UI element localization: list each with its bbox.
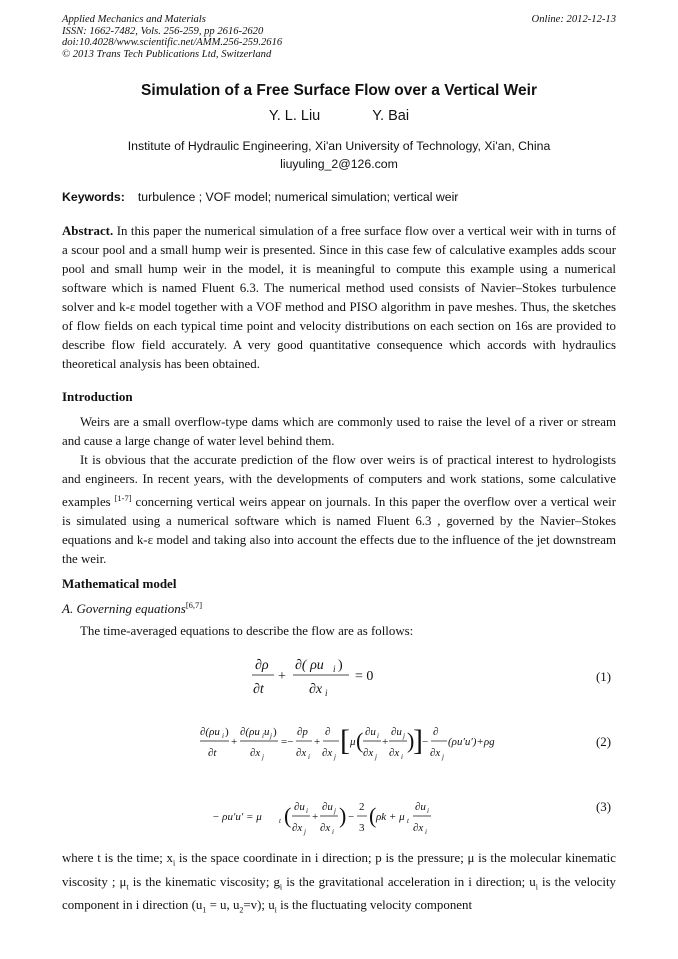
equation-number: (1): [596, 670, 612, 684]
svg-text:(ρu′u′)+ρg: (ρu′u′)+ρg: [448, 736, 495, 748]
svg-text:j: j: [270, 732, 272, 740]
citation: [1-7]: [114, 493, 132, 503]
svg-text:∂u: ∂u: [415, 801, 426, 813]
svg-text:∂p: ∂p: [297, 726, 308, 738]
svg-text:j: j: [403, 732, 405, 740]
equation-number: (3): [596, 800, 612, 814]
svg-text:2: 2: [359, 801, 365, 813]
svg-text:i: i: [325, 688, 328, 698]
svg-text:i: i: [222, 732, 224, 740]
equation-3: [212, 795, 442, 841]
svg-text:i: i: [401, 753, 403, 761]
svg-text:i: i: [306, 807, 308, 815]
svg-text:∂t: ∂t: [253, 682, 264, 697]
equation-1: [230, 654, 390, 700]
svg-text:∂u: ∂u: [322, 801, 333, 813]
definition-text: is the kinematic viscosity; g: [128, 874, 280, 889]
definition-text: = u, u: [206, 898, 240, 913]
svg-text:j: j: [442, 753, 444, 761]
svg-text:): ): [273, 726, 277, 738]
introduction-paragraph-1: Weirs are a small overflow-type dams which are commonly used to raise the level of a river or stream and cause a large change of water level behind them.: [62, 415, 616, 448]
svg-text:= 0: = 0: [355, 669, 374, 684]
paper-title: Simulation of a Free Surface Flow over a Vertical Weir: [141, 82, 537, 99]
svg-text:∂(ρu: ∂(ρu: [200, 726, 220, 738]
definition-text: is the fluctuating velocity component: [280, 898, 473, 913]
svg-text:): ): [338, 658, 343, 673]
svg-text:∂x: ∂x: [363, 747, 374, 759]
svg-text:i: i: [308, 753, 310, 761]
svg-text:∂u: ∂u: [294, 801, 305, 813]
svg-text:−: −: [422, 736, 429, 748]
author-list: [0, 108, 678, 124]
svg-text:): ): [225, 726, 229, 738]
svg-text:∂t: ∂t: [208, 747, 217, 759]
svg-text:∂( ρu: ∂( ρu: [295, 658, 324, 673]
introduction-body: [62, 413, 616, 569]
svg-text:i: i: [333, 664, 336, 674]
svg-text:−: −: [348, 811, 355, 823]
svg-text:j: j: [304, 828, 306, 836]
svg-text:∂x: ∂x: [292, 822, 303, 834]
svg-text:j: j: [262, 753, 264, 761]
variable-definitions: where t is the time; $x_i$ is the space coordinate in i direction; p is the pressure; μ is the molecular kinematic viscosity ; $\mu_t$ is the kinematic viscosity; $g_i$ is the gravitational acceleration in i direction; $u_i$ is the velocity component in i direction ($u_1 = u$, $u_2=v$); $u_i$ is the fluctuating velocity component: [62, 851, 616, 915]
svg-text:(: (: [369, 803, 377, 828]
svg-text:j: j: [375, 753, 377, 761]
svg-text:ρk + μ: ρk + μ: [376, 811, 405, 823]
definition-text: is the velocity component in i direction (u: [62, 874, 616, 913]
svg-text:∂u: ∂u: [365, 726, 376, 738]
svg-text:i: i: [332, 828, 334, 836]
svg-text:i: i: [425, 828, 427, 836]
svg-text:j: j: [334, 753, 336, 761]
svg-text:i: i: [262, 732, 264, 740]
svg-text:∂x: ∂x: [322, 747, 333, 759]
online-date: Online: 2012-12-13: [531, 14, 616, 25]
svg-text:i: i: [377, 732, 379, 740]
abstract-text: In this paper the numerical simulation of a free surface flow over a vertical weir with in turns of a scour pool and a small hump weir is presented. Since in this case few of calculative examples adds scour pool and small hump weir in the model, it is meaningful to compute this example using a numerical software which is named Fluent 6.3. The numerical method used consists of Navier–Stokes turbulence solver and k-ε model together with a VOF method and PISO algorithm in pave meshes. Thus, the sketches of flow fields on each typical time point and velocity distributions on each section on 16s are provided to describe flow field accurately. A very good quantitative consequence which accords with hydraulics theoretical analysis has been obtained.: [62, 224, 616, 371]
affiliation: Institute of Hydraulic Engineering, Xi'an University of Technology, Xi'an, China: [127, 139, 551, 153]
svg-text:[: [: [340, 724, 350, 757]
abstract-label: Abstract.: [62, 224, 114, 238]
svg-text:∂x: ∂x: [309, 682, 323, 697]
svg-text:∂x: ∂x: [250, 747, 261, 759]
equation-2: [198, 720, 495, 766]
definition-text: =v); u: [243, 898, 275, 913]
introduction-heading: Introduction: [62, 389, 133, 404]
author-name: Y. Bai: [372, 108, 410, 124]
svg-text:+: +: [278, 669, 286, 684]
journal-copyright: © 2013 Trans Tech Publications Ltd, Switzerland: [62, 48, 272, 60]
model-heading: Mathematical model: [62, 576, 177, 591]
introduction-paragraph-2: [62, 451, 616, 569]
svg-text:− ρu′u′ = μ: − ρu′u′ = μ: [212, 811, 262, 823]
definition-text: is the gravitational acceleration in i direction;: [282, 874, 526, 889]
svg-text:∂: ∂: [325, 726, 331, 738]
keywords: [62, 190, 458, 204]
journal-header: [62, 14, 616, 60]
governing-equations-heading: [62, 600, 202, 617]
keywords-text: turbulence ; VOF model; numerical simulation; vertical weir: [137, 190, 459, 204]
definition-text: is the space coordinate in i direction; p is the pressure; μ is the molecular kinematic viscosity ; μ: [62, 851, 616, 889]
subheading-text: A. Governing equations: [62, 601, 186, 616]
svg-text:]: ]: [413, 724, 423, 757]
svg-text:+: +: [231, 736, 238, 748]
definition-text: u: [529, 874, 536, 889]
equation-number: (2): [596, 735, 612, 749]
journal-doi: doi:10.4028/www.scientific.net/AMM.256-259.2616: [62, 37, 283, 48]
svg-text:μ: μ: [350, 736, 356, 748]
svg-text:): ): [407, 728, 415, 753]
svg-text:(: (: [356, 728, 364, 753]
svg-text:+: +: [382, 736, 389, 748]
svg-text:=−: =−: [281, 736, 294, 748]
journal-issn: ISSN: 1662-7482, Vols. 256-259, pp 2616-2620: [62, 25, 264, 37]
definition-text: where t is the time; x: [62, 851, 173, 865]
svg-text:∂u: ∂u: [391, 726, 402, 738]
svg-text:+: +: [312, 811, 319, 823]
citation: [6,7]: [185, 600, 203, 610]
svg-text:(: (: [284, 803, 292, 828]
svg-text:∂ρ: ∂ρ: [255, 658, 269, 673]
svg-text:∂x: ∂x: [430, 747, 441, 759]
svg-text:+: +: [314, 736, 321, 748]
svg-text:3: 3: [359, 822, 365, 834]
svg-text:∂: ∂: [433, 726, 439, 738]
keywords-label: Keywords:: [62, 190, 125, 204]
introduction-text: It is obvious that the accurate prediction of the flow over weirs is of practical interest to hydrologists and engineers. In recent years, with the developments of computers and work stations, some calculative examples: [62, 453, 616, 509]
svg-text:∂x: ∂x: [389, 747, 400, 759]
svg-text:∂x: ∂x: [320, 822, 331, 834]
svg-text:∂x: ∂x: [296, 747, 307, 759]
svg-text:): ): [339, 803, 347, 828]
equations-intro-text: The time-averaged equations to describe the flow are as follows:: [80, 624, 414, 638]
svg-text:i: i: [427, 807, 429, 815]
svg-text:j: j: [334, 807, 336, 815]
author-email: liuyuling_2@126.com: [280, 157, 398, 171]
affiliation-block: [0, 137, 678, 173]
svg-text:∂x: ∂x: [413, 822, 424, 834]
svg-text:∂(ρu: ∂(ρu: [240, 726, 260, 738]
svg-text:t: t: [407, 817, 409, 825]
svg-text:t: t: [279, 817, 281, 825]
journal-name: Applied Mechanics and Materials: [62, 14, 206, 25]
author-name: Y. L. Liu: [268, 108, 321, 124]
introduction-text: concerning vertical weirs appear on journals. In this paper the overflow over a vertical weir is simulated using a numerical software which is named Fluent 6.3 , governed by the Navier–Stokes equations and k-ε model and taking also into account the effects due to the influence of the jet downstream the weir.: [62, 495, 617, 566]
equations-intro: [62, 622, 616, 641]
svg-text:u: u: [264, 726, 270, 738]
abstract: [62, 222, 616, 374]
